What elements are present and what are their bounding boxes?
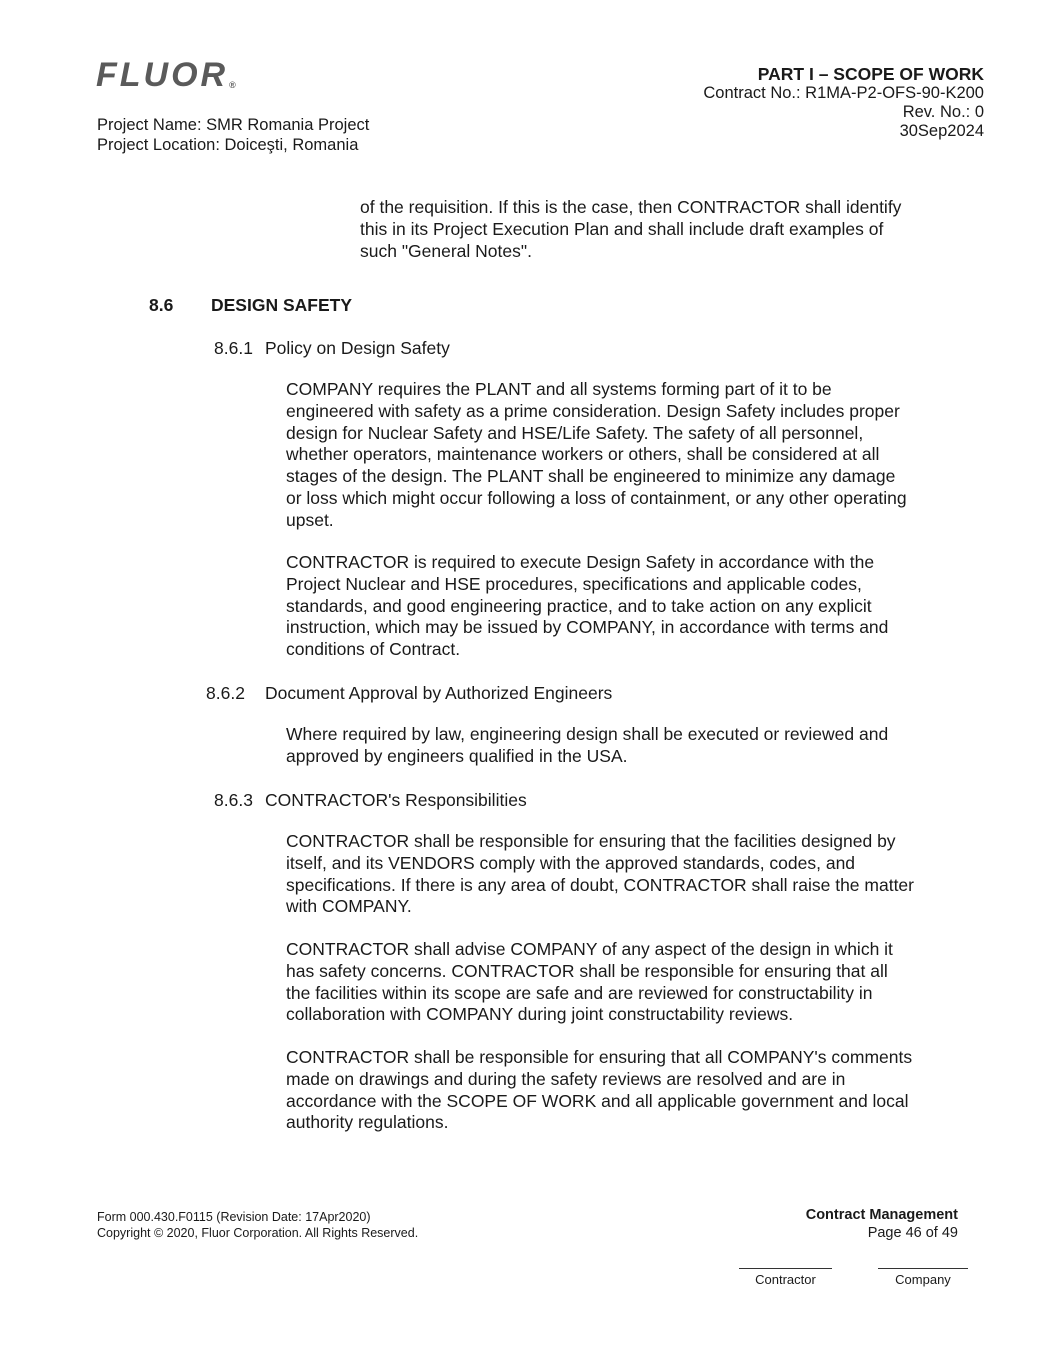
- text-line: CONTRACTOR is required to execute Design Safety in accordance with the: [286, 552, 875, 572]
- text-line: COMPANY requires the PLANT and all systems forming part of it to be: [286, 379, 832, 399]
- text-line: whether operators, maintenance workers or others, shall be considered at all: [286, 444, 880, 465]
- text-line: itself, and its VENDORS comply with the approved standards, codes, and: [286, 852, 856, 873]
- document-date: 30Sep2024: [899, 122, 984, 140]
- logo-text: FLUOR: [96, 56, 229, 94]
- signature-contractor: [739, 1268, 832, 1287]
- text-line: accordance with the SCOPE OF WORK and all applicable government and local: [286, 1090, 909, 1111]
- text-line: Where required by law, engineering design shall be executed or reviewed and: [286, 724, 889, 744]
- continuation-paragraph: [360, 197, 901, 262]
- signature-line: [878, 1268, 968, 1269]
- form-id: Form 000.430.F0115 (Revision Date: 17Apr2020): [97, 1210, 371, 1224]
- project-location: Project Location: Doiceşti, Romania: [97, 136, 359, 154]
- paragraph-approval: [286, 724, 888, 768]
- subsection-title: CONTRACTOR's Responsibilities: [265, 790, 527, 810]
- subsection-number: 8.6.3: [214, 790, 253, 810]
- text-line: specifications. If there is any area of doubt, CONTRACTOR shall raise the matter: [286, 874, 914, 895]
- text-line: this in its Project Execution Plan and shall include draft examples of: [360, 218, 884, 239]
- copyright: Copyright © 2020, Fluor Corporation. All Rights Reserved.: [97, 1226, 419, 1240]
- footer-form-info: [97, 1209, 418, 1241]
- text-line: design for Nuclear Safety and HSE/Life Safety. The safety of all personnel,: [286, 422, 864, 443]
- signature-company: [878, 1268, 968, 1287]
- project-info: [97, 115, 369, 155]
- text-line: collaboration with COMPANY during joint constructability reviews.: [286, 1004, 794, 1025]
- project-name: Project Name: SMR Romania Project: [97, 116, 370, 134]
- paragraph-policy-2: [286, 552, 888, 661]
- footer-page-info: [806, 1206, 958, 1242]
- signature-line: [739, 1268, 832, 1269]
- signature-label: Contractor: [755, 1272, 816, 1287]
- text-line: of the requisition. If this is the case, then CONTRACTOR shall identify: [360, 197, 902, 217]
- text-line: such "General Notes".: [360, 240, 532, 261]
- subsection-number: 8.6.1: [214, 338, 253, 358]
- text-line: has safety concerns. CONTRACTOR shall be responsible for ensuring that all: [286, 960, 888, 981]
- text-line: upset.: [286, 509, 334, 530]
- company-logo: [96, 58, 236, 92]
- text-line: approved by engineers qualified in the USA.: [286, 745, 628, 766]
- department-label: Contract Management: [805, 1207, 958, 1223]
- text-line: with COMPANY.: [286, 896, 412, 917]
- document-header-info: [703, 64, 984, 141]
- text-line: Project Nuclear and HSE procedures, specifications and applicable codes,: [286, 573, 862, 594]
- text-line: instruction, which may be issued by COMPANY, in accordance with terms and: [286, 617, 889, 638]
- text-line: or loss which might occur following a loss of containment, or any other operating: [286, 487, 907, 508]
- contract-number: Contract No.: R1MA-P2-OFS-90-K200: [703, 84, 984, 102]
- text-line: CONTRACTOR shall be responsible for ensuring that the facilities designed by: [286, 831, 896, 851]
- subsection-title: Policy on Design Safety: [265, 338, 450, 358]
- paragraph-responsibilities-3: [286, 1047, 912, 1134]
- text-line: conditions of Contract.: [286, 639, 461, 660]
- text-line: CONTRACTOR shall be responsible for ensuring that all COMPANY's comments: [286, 1047, 913, 1067]
- section-number: 8.6: [149, 295, 174, 315]
- text-line: standards, and good engineering practice, and to take action on any explicit: [286, 595, 872, 616]
- text-line: CONTRACTOR shall advise COMPANY of any aspect of the design in which it: [286, 939, 893, 959]
- text-line: the facilities within its scope are safe and are reviewed for constructability in: [286, 982, 873, 1003]
- text-line: stages of the design. The PLANT shall be engineered to minimize any damage: [286, 466, 896, 487]
- paragraph-policy-1: [286, 379, 907, 532]
- paragraph-responsibilities-1: [286, 831, 914, 918]
- subsection-title: Document Approval by Authorized Engineers: [265, 683, 613, 703]
- text-line: engineered with safety as a prime consideration. Design Safety includes proper: [286, 400, 900, 421]
- part-title: PART I – SCOPE OF WORK: [757, 64, 984, 84]
- page-number: Page 46 of 49: [867, 1225, 958, 1241]
- registered-mark: ®: [229, 80, 236, 90]
- section-title: DESIGN SAFETY: [211, 295, 352, 315]
- signature-label: Company: [895, 1272, 951, 1287]
- revision-number: Rev. No.: 0: [902, 103, 984, 121]
- text-line: made on drawings and during the safety reviews are resolved and are in: [286, 1068, 846, 1089]
- paragraph-responsibilities-2: [286, 939, 893, 1026]
- text-line: authority regulations.: [286, 1112, 449, 1133]
- subsection-number: 8.6.2: [206, 683, 245, 703]
